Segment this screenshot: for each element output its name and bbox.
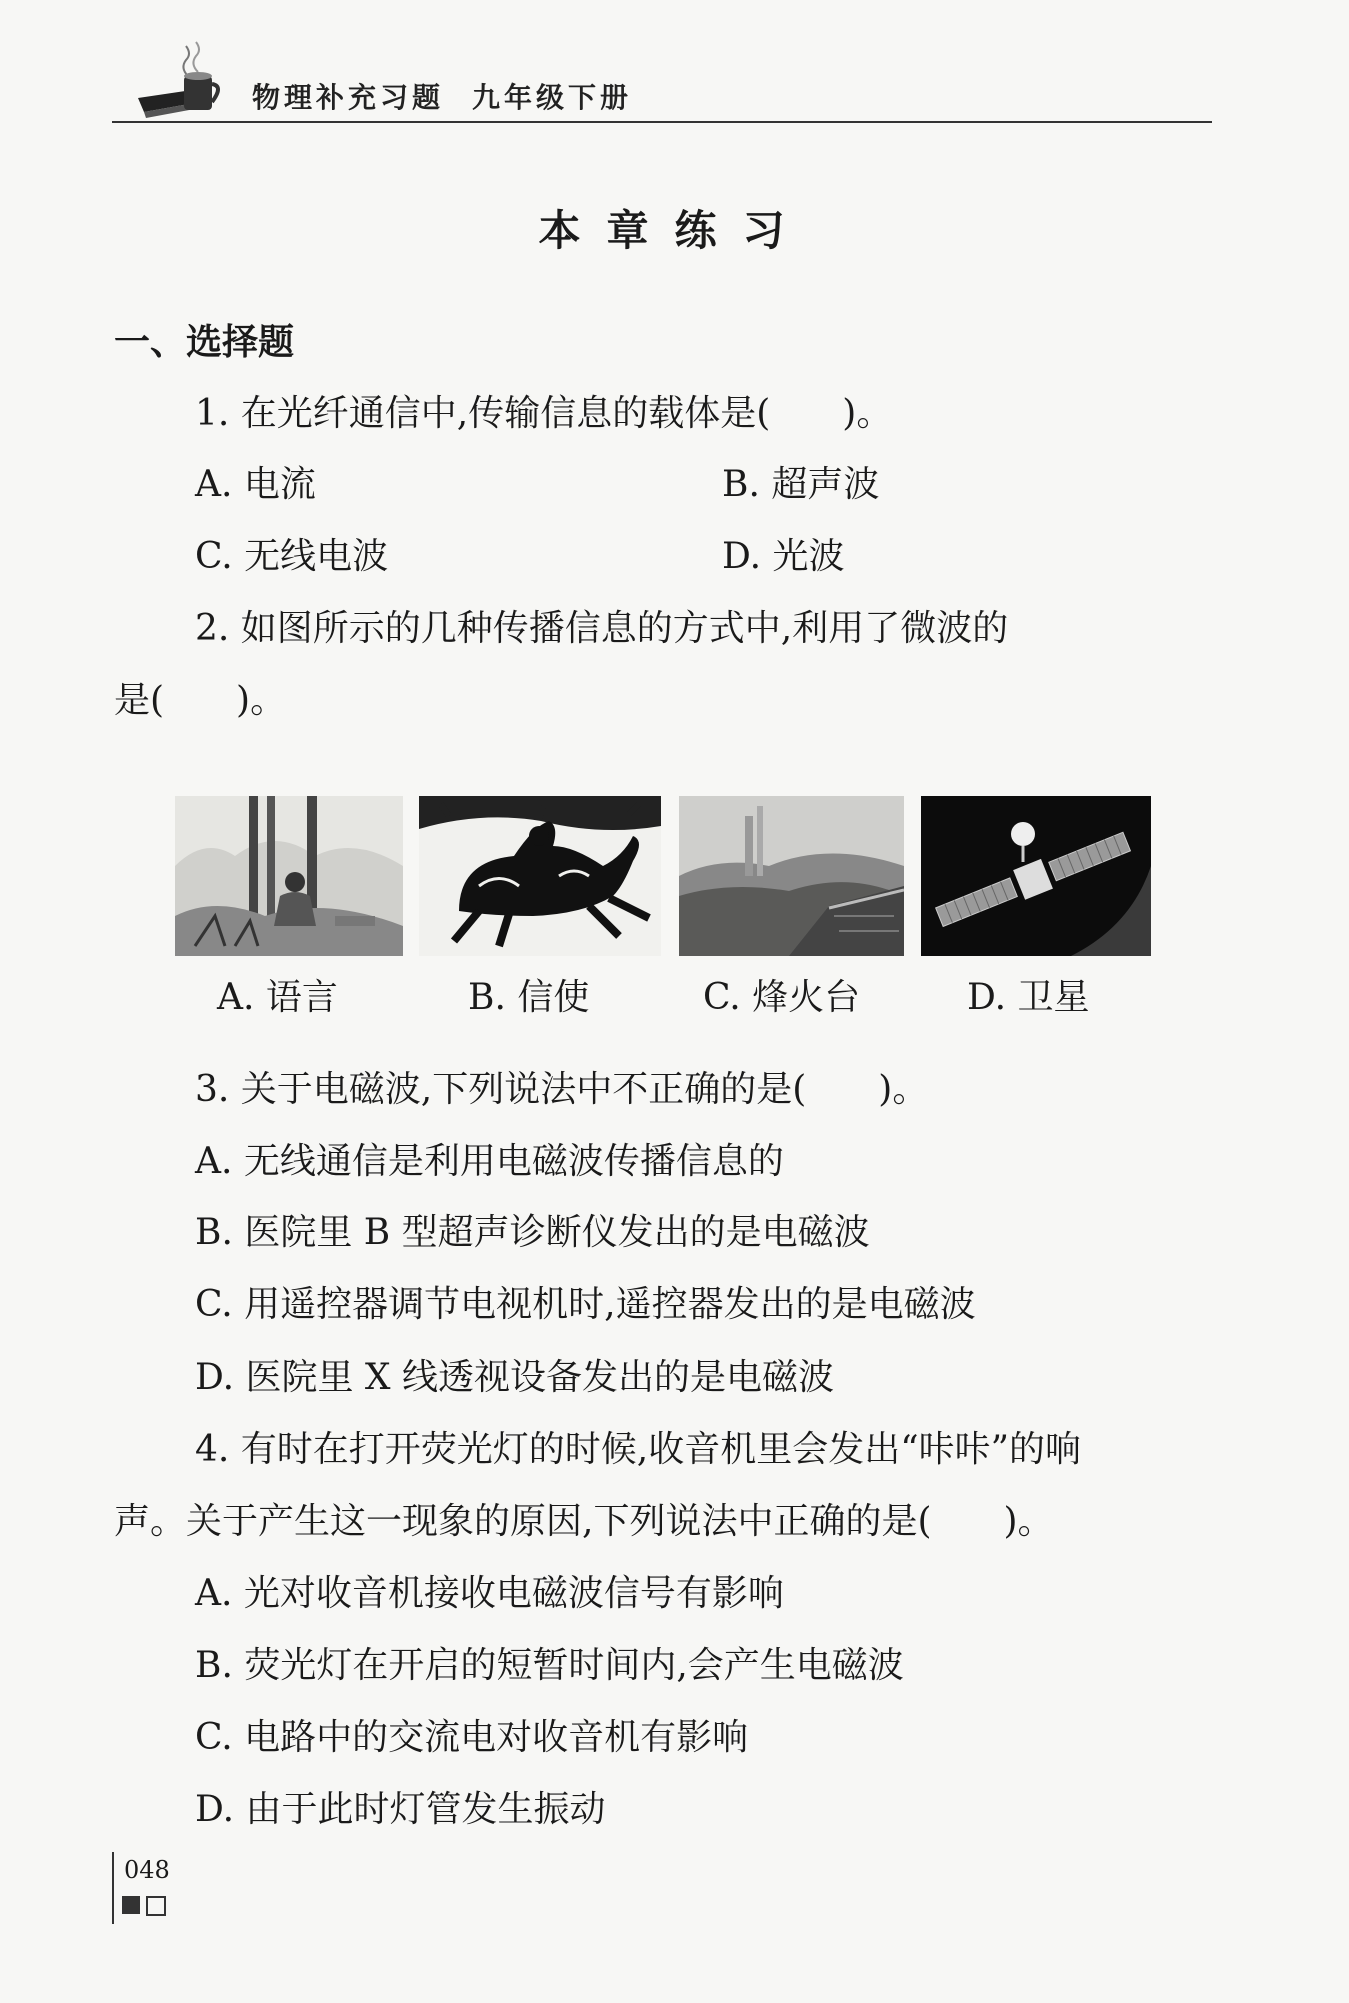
question-1-option-c: C. 无线电波: [195, 536, 389, 577]
forest-speaking-scene-icon: [175, 796, 403, 956]
question-3-stem: 3. 关于电磁波,下列说法中不正确的是( )。: [195, 1069, 929, 1110]
book-and-cup-icon: [134, 40, 234, 124]
question-2-stem-line2: 是( )。: [114, 680, 287, 721]
empty-square-icon: [146, 1896, 166, 1916]
header-rule: [112, 121, 1212, 123]
question-3-option-b: B. 医院里 B 型超声诊断仪发出的是电磁波: [195, 1212, 870, 1253]
question-3-option-d: D. 医院里 X 线透视设备发出的是电磁波: [195, 1357, 834, 1398]
question-2-figures: [175, 796, 1160, 966]
figure-caption-c: C. 烽火台: [703, 977, 861, 1018]
question-4-stem-line1: 4. 有时在打开荧光灯的时候,收音机里会发出“咔咔”的响: [195, 1429, 1082, 1470]
question-1-option-d: D. 光波: [722, 536, 845, 577]
question-4-option-c: C. 电路中的交流电对收音机有影响: [195, 1717, 749, 1758]
figure-caption-a: A. 语言: [217, 977, 338, 1018]
horse-rider-messenger-icon: [419, 796, 661, 956]
page-number: 048: [124, 1856, 170, 1884]
satellite-in-space-icon: [921, 796, 1151, 956]
question-4-option-d: D. 由于此时灯管发生振动: [195, 1789, 606, 1830]
grade-name: 九年级下册: [472, 81, 633, 114]
page-number-bar: [112, 1852, 114, 1924]
filled-square-icon: [122, 1896, 140, 1914]
figure-caption-b: B. 信使: [468, 977, 590, 1018]
header-title: [252, 76, 632, 116]
question-1-option-b: B. 超声波: [722, 464, 880, 505]
great-wall-beacon-tower-icon: [679, 796, 904, 956]
question-3-option-a: A. 无线通信是利用电磁波传播信息的: [195, 1141, 784, 1182]
question-4-stem-line2: 声。关于产生这一现象的原因,下列说法中正确的是( )。: [114, 1501, 1054, 1542]
section-title: 一、选择题: [114, 322, 295, 363]
question-4-option-b: B. 荧光灯在开启的短暂时间内,会产生电磁波: [195, 1645, 904, 1686]
question-1-option-a: A. 电流: [195, 464, 316, 505]
question-3-option-c: C. 用遥控器调节电视机时,遥控器发出的是电磁波: [195, 1284, 976, 1325]
figure-caption-d: D. 卫星: [967, 977, 1090, 1018]
book-name: 物理补充习题: [252, 81, 445, 114]
question-4-option-a: A. 光对收音机接收电磁波信号有影响: [195, 1573, 784, 1614]
page-header: [112, 40, 1212, 124]
chapter-title: 本章练习: [538, 206, 811, 255]
question-2-stem-line1: 2. 如图所示的几种传播信息的方式中,利用了微波的: [195, 608, 1009, 649]
question-1-stem: 1. 在光纤通信中,传输信息的载体是( )。: [195, 393, 893, 434]
